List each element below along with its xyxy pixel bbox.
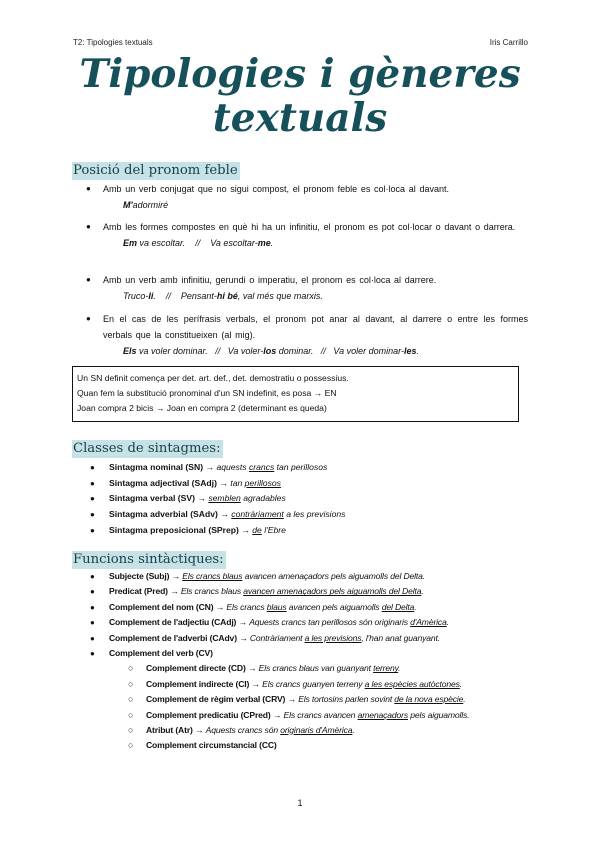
page-title: Tipologies i gèneres textuals	[79, 51, 521, 141]
bullet-icon: ●	[86, 314, 91, 323]
sub-list-item: ○ Complement de règim verbal (CRV) → Els tortosins parlen sovint de la nova espècie.	[90, 692, 528, 707]
bullet-icon: ●	[90, 463, 95, 472]
list-item: ● Sintagma adjectival (SAdj) → tan perillosos	[90, 476, 530, 492]
section-heading-classes-sintagmes: Classes de sintagmes:	[73, 441, 221, 456]
section-heading-funcions-sintactiques: Funcions sintàctiques:	[73, 552, 224, 567]
list-item: ● Sintagma nominal (SN) → aquests crancs tan perillosos	[90, 460, 530, 476]
list-item	[86, 219, 528, 250]
list-item: ● Predicat (Pred) → Els crancs blaus avancen amenaçadors pels aiguamolls del Delta.	[90, 584, 528, 599]
funcions-list	[90, 569, 528, 753]
list-item: ● Complement de l'adverbi (CAdv) → Contràriament a les previsions, l'han anat guanyant.	[90, 631, 528, 646]
list-item-text: En el cas de les perífrasis verbals, el pronom pot anar al davant, al darrere o entre les formes verbals que la constitueixen (al mig).	[103, 314, 528, 340]
header-doc-title: T2: Tipologies textuals	[73, 38, 153, 47]
bullet-icon: ●	[90, 587, 95, 597]
list-item: ● Sintagma verbal (SV) → semblen agradables	[90, 491, 530, 507]
bullet-icon: ●	[86, 184, 91, 193]
bullet-icon: ●	[90, 510, 95, 520]
list-item-text: Amb un verb conjugat que no sigui compost, el pronom feble es col·loca al davant.	[103, 184, 449, 194]
bullet-icon: ●	[86, 275, 91, 284]
example-line: Els va voler dominar. // Va voler-los dominar. // Va voler dominar-les.	[123, 346, 419, 356]
list-item: ● Complement de l'adjectiu (CAdj) → Aquests crancs tan perillosos són originaris d'Amèrica.	[90, 615, 528, 630]
list-item: ● Subjecte (Subj) → Els crancs blaus avancen amenaçadors pels aiguamolls del Delta.	[90, 569, 528, 584]
bullet-icon: ●	[90, 602, 95, 612]
example-line: Truco-li. // Pensant-hi bé, val més que marxis.	[123, 291, 323, 301]
circle-bullet-icon: ○	[128, 740, 134, 751]
list-item-text: Amb les formes compostes en què hi ha un infinitiu, el pronom es pot col·locar o davant o darrera.	[103, 222, 516, 232]
note-box	[72, 366, 519, 422]
circle-bullet-icon: ○	[128, 694, 134, 705]
bullet-icon: ●	[90, 494, 95, 504]
bullet-icon: ●	[90, 633, 95, 643]
bullet-icon: ●	[90, 525, 95, 535]
list-item-text: Amb un verb amb infinitiu, gerundi o imperatiu, el pronom es col·loca al darrere.	[103, 275, 437, 285]
circle-bullet-icon: ○	[128, 724, 134, 735]
list-item	[86, 272, 528, 303]
note-line: Joan compra 2 bicis → Joan en compra 2 (determinant es queda)	[77, 403, 327, 413]
note-line: Quan fem la substitució pronominal d'un SN indefinit, es posa → EN	[77, 388, 337, 398]
section-heading-pronom-feble: Posició del pronom feble	[73, 163, 238, 178]
sub-list-item: ○ Complement directe (CD) → Els crancs blaus van guanyant terreny.	[90, 661, 528, 676]
list-item: ● Sintagma adverbial (SAdv) → contràriament a les previsions	[90, 507, 530, 523]
bullet-icon: ●	[90, 649, 95, 659]
page-number: 1	[297, 798, 303, 808]
bullet-icon: ●	[90, 572, 95, 581]
bullet-icon: ●	[86, 222, 91, 231]
circle-bullet-icon: ○	[128, 678, 134, 689]
list-item: ● Sintagma preposicional (SPrep) → de l'Ebre	[90, 523, 530, 539]
sintagmes-list	[90, 460, 530, 539]
sub-list-item: ○ Complement predicatiu (CPred) → Els crancs avancen amenaçadors pels aiguamolls.	[90, 708, 528, 723]
sub-list-item: ○ Atribut (Atr) → Aquests crancs són originaris d'Amèrica.	[90, 723, 528, 738]
note-line: Un SN definit comença per det. art. def., det. demostratiu o possessius.	[77, 373, 349, 383]
bullet-icon: ●	[90, 618, 95, 628]
sub-list-item: ○ Complement indirecte (CI) → Els crancs guanyen terreny a les espècies autòctones.	[90, 677, 528, 692]
list-item	[86, 181, 528, 212]
list-item	[86, 311, 528, 358]
sub-list-item: ○ Complement circumstancial (CC)	[90, 738, 528, 753]
header-author: Iris Carrillo	[489, 38, 528, 47]
list-item: ● Complement del verb (CV)	[90, 646, 528, 661]
example-line: Em va escoltar. // Va escoltar-me.	[123, 238, 274, 248]
circle-bullet-icon: ○	[128, 709, 134, 720]
list-item: ● Complement del nom (CN) → Els crancs blaus avancen pels aiguamolls del Delta.	[90, 600, 528, 615]
example-line: M'adormiré	[123, 200, 169, 210]
bullet-icon: ●	[90, 478, 95, 488]
circle-bullet-icon: ○	[128, 663, 134, 674]
